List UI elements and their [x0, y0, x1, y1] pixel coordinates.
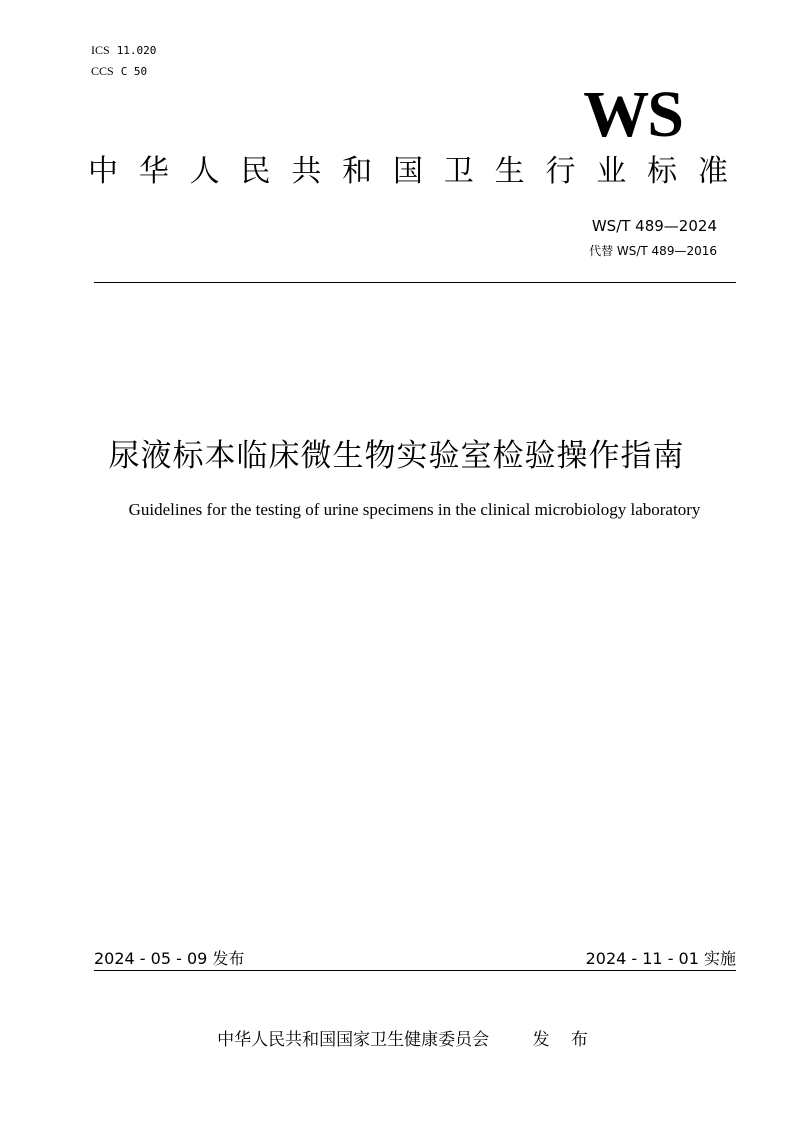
ws-logo: WS [583, 78, 682, 151]
classification-codes [91, 40, 156, 82]
replaces-standard: 代替 WS/T 489—2016 [589, 244, 717, 258]
ccs-code: C 50 [120, 65, 148, 78]
standard-type-title [88, 152, 728, 192]
issue-date: 2024 - 05 - 09 发布 [94, 949, 245, 968]
standard-type-char: 共 [291, 154, 322, 189]
standard-type-char: 华 [138, 154, 169, 189]
standard-type-char: 行 [545, 154, 576, 189]
standard-type-char: 民 [240, 154, 271, 189]
implementation-date: 2024 - 11 - 01 实施 [585, 949, 736, 968]
standard-type-char: 标 [647, 154, 678, 189]
ics-code: 11.020 [116, 44, 157, 57]
standard-type-char: 和 [342, 154, 373, 189]
document-title-cn: 尿液标本临床微生物实验室检验操作指南 [108, 438, 685, 474]
issuer-name: 中华人民共和国国家卫生健康委员会 [217, 1030, 490, 1050]
ics-line [91, 40, 156, 61]
standard-type-char: 人 [189, 154, 220, 189]
standard-type-char: 卫 [443, 154, 474, 189]
standard-type-char: 准 [697, 154, 728, 189]
ccs-line [91, 61, 156, 82]
publish-label: 发 布 [532, 1030, 596, 1050]
ccs-label: CCS [91, 64, 114, 78]
ics-label: ICS [91, 43, 110, 57]
standard-number: WS/T 489—2024 [591, 217, 717, 235]
issuer-line [0, 1025, 793, 1050]
bottom-divider [94, 970, 736, 971]
standard-type-char: 生 [494, 154, 525, 189]
top-divider [94, 282, 736, 283]
standard-type-char: 业 [596, 154, 627, 189]
document-title-en: Guidelines for the testing of urine specimens in the clinical microbiology laboratory [128, 500, 701, 519]
standard-type-char: 国 [392, 154, 423, 189]
standard-type-char: 中 [88, 154, 118, 189]
